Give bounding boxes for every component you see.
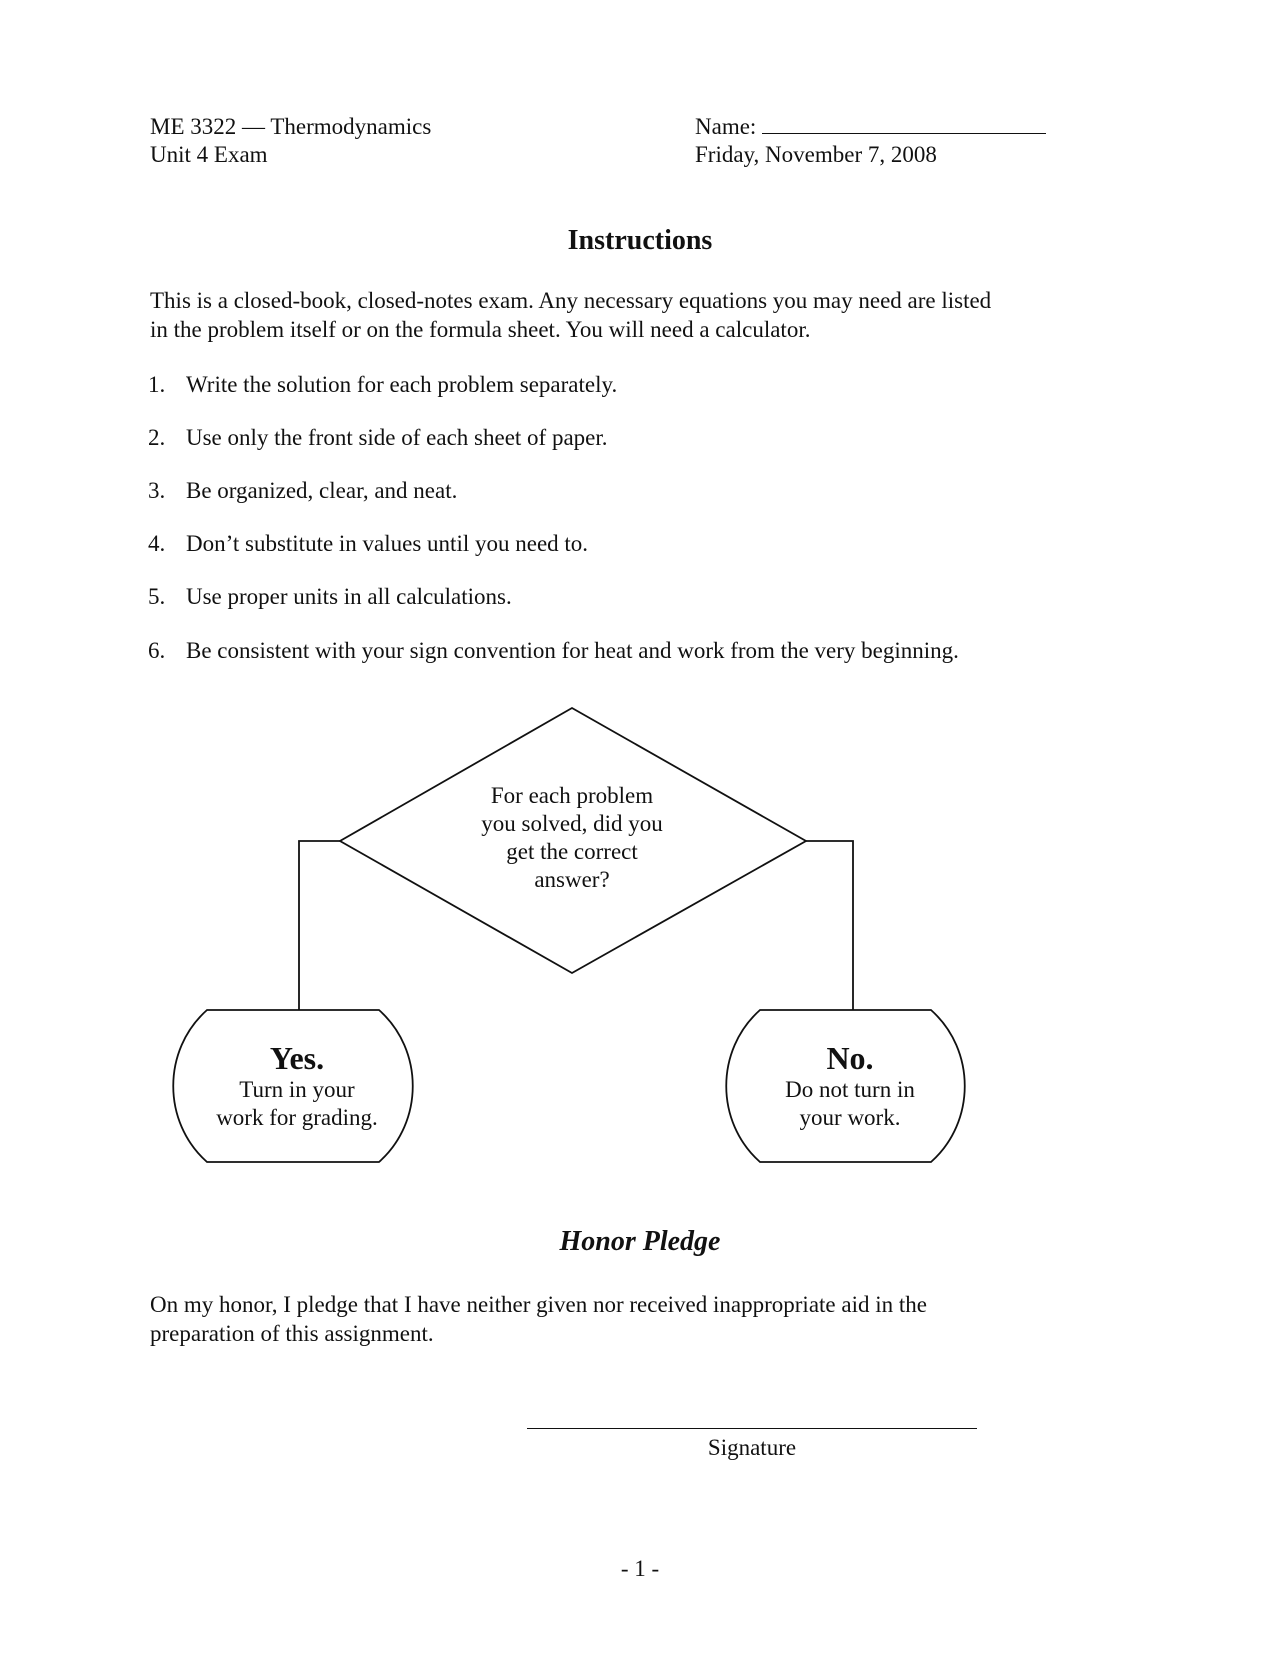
name-label: Name: bbox=[695, 114, 757, 139]
list-item-text: Write the solution for each problem separately. bbox=[186, 372, 618, 397]
list-item-text: Don’t substitute in values until you need to. bbox=[186, 531, 589, 556]
no-terminal bbox=[735, 1040, 965, 1132]
list-item-text: Be consistent with your sign convention for heat and work from the very beginning. bbox=[186, 638, 959, 663]
list-item-number: 3. bbox=[148, 478, 166, 503]
no-title: No. bbox=[826, 1040, 874, 1076]
pledge-line-1: On my honor, I pledge that I have neither given nor received inappropriate aid in the bbox=[150, 1292, 927, 1317]
list-item-number: 2. bbox=[148, 425, 166, 450]
yes-line: Turn in your bbox=[239, 1077, 355, 1102]
pledge-line-2: preparation of this assignment. bbox=[150, 1321, 434, 1346]
intro-line-1: This is a closed-book, closed-notes exam. Any necessary equations you may need are listed bbox=[150, 288, 992, 313]
list-item-number: 1. bbox=[148, 372, 166, 397]
yes-title: Yes. bbox=[269, 1040, 325, 1076]
instructions-heading: Instructions bbox=[567, 225, 713, 256]
list-item-text: Use proper units in all calculations. bbox=[186, 584, 512, 609]
yes-line: work for grading. bbox=[216, 1105, 378, 1130]
exam-date: Friday, November 7, 2008 bbox=[695, 142, 937, 167]
question-line: answer? bbox=[534, 867, 610, 892]
question-line: you solved, did you bbox=[481, 811, 663, 836]
intro-line-2: in the problem itself or on the formula sheet. You will need a calculator. bbox=[150, 317, 811, 342]
list-item-number: 4. bbox=[148, 531, 166, 556]
no-line: Do not turn in bbox=[785, 1077, 915, 1102]
signature-line[interactable] bbox=[527, 1428, 977, 1429]
list-item-number: 6. bbox=[148, 638, 166, 663]
no-line: your work. bbox=[799, 1105, 901, 1130]
list-item-text: Be organized, clear, and neat. bbox=[186, 478, 458, 503]
signature-label: Signature bbox=[707, 1435, 797, 1460]
honor-pledge-heading: Honor Pledge bbox=[559, 1226, 721, 1257]
exam-title: Unit 4 Exam bbox=[150, 142, 268, 167]
list-item-number: 5. bbox=[148, 584, 166, 609]
course-title: ME 3322 — Thermodynamics bbox=[150, 114, 432, 139]
decision-question bbox=[432, 782, 712, 894]
yes-terminal bbox=[182, 1040, 412, 1132]
question-line: For each problem bbox=[490, 783, 654, 808]
no-connector bbox=[806, 841, 853, 1010]
yes-connector bbox=[299, 841, 340, 1010]
list-item-text: Use only the front side of each sheet of paper. bbox=[186, 425, 608, 450]
question-line: get the correct bbox=[506, 839, 638, 864]
honor-pledge-text bbox=[150, 1290, 1090, 1348]
page-number: - 1 - bbox=[620, 1556, 660, 1581]
